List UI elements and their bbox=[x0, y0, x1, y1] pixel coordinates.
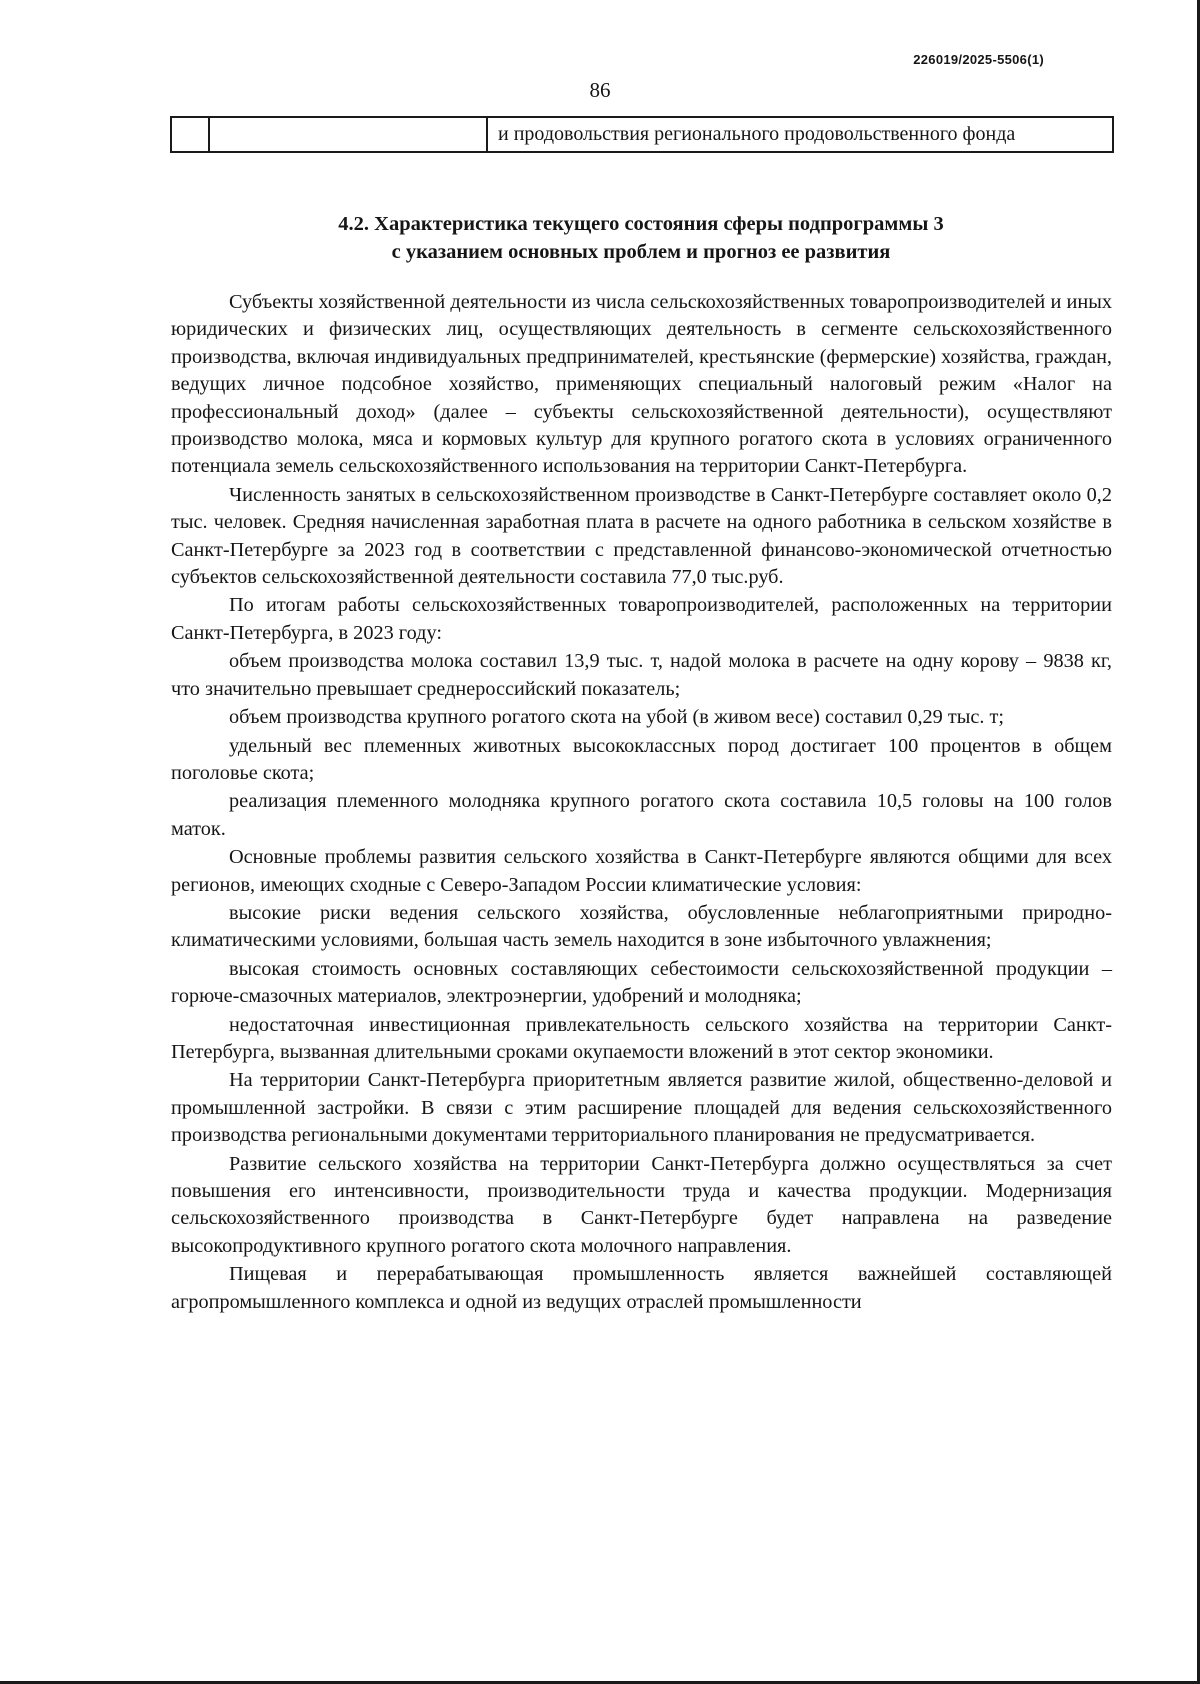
page-number: 86 bbox=[589, 78, 611, 102]
list-item: удельный вес племенных животных высококлассных пород достигает 100 процентов в общем поголовье скота; bbox=[171, 734, 1112, 784]
paragraph: Пищевая и перерабатывающая промышленность является важнейшей составляющей агропромышленного комплекса и одной из ведущих отраслей промышленности bbox=[171, 1263, 1112, 1313]
paragraph: Субъекты хозяйственной деятельности из числа сельскохозяйственных товаропроизводителей и иных юридических и физических лиц, осуществляющих деятельность в сегменте сельскохозяйственного производства, включая индивидуальных предпринимателей, крестьянские (фермерские) хозяйства, граждан, ведущих личное подсобное хозяйство, применяющих специальный налоговый режим «Налог на профессиональный доход» (далее – субъекты сельскохозяйственной деятельности), осуществляют производство молока, мяса и кормовых культур для крупного рогатого скота в условиях ограниченного потенциала земель сельскохозяйственного использования на территории Санкт-Петербурга. bbox=[171, 291, 1112, 478]
section-heading-line-1: 4.2. Характеристика текущего состояния сферы подпрограммы 3 bbox=[338, 213, 944, 235]
section-heading-line-2: с указанием основных проблем и прогноз ее развития bbox=[391, 241, 891, 263]
table-cell-text: и продовольствия регионального продовольственного фонда bbox=[487, 117, 1113, 152]
list-item: объем производства молока составил 13,9 тыс. т, надой молока в расчете на одну корову – 9838 кг, что значительно превышает среднероссийский показатель; bbox=[171, 650, 1112, 700]
paragraph: Развитие сельского хозяйства на территории Санкт-Петербурга должно осуществляться за счет повышения его интенсивности, производительности труда и качества продукции. Модернизация сельскохозяйственного производства в Санкт-Петербурге будет направлена на разведение высокопродуктивного крупного рогатого скота молочного направления. bbox=[171, 1152, 1112, 1257]
list-item: высокая стоимость основных составляющих себестоимости сельскохозяйственной продукции – горюче-смазочных материалов, электроэнергии, удобрений и молодняка; bbox=[171, 957, 1112, 1008]
paragraph: Численность занятых в сельскохозяйственном производстве в Санкт-Петербурге составляет около 0,2 тыс. человек. Средняя начисленная заработная плата в расчете на одного работника в сельском хозяйстве в Санкт-Петербурге за 2023 год в соответствии с представленной финансово-экономической отчетностью субъектов сельскохозяйственной деятельности составила 77,0 тыс.руб. bbox=[171, 483, 1112, 589]
document-id: 226019/2025-5506(1) bbox=[913, 52, 1044, 67]
continuation-table bbox=[170, 116, 1114, 153]
list-item: объем производства крупного рогатого скота на убой (в живом весе) составил 0,29 тыс. т; bbox=[229, 706, 1005, 729]
body-text bbox=[171, 289, 1112, 1317]
paragraph: На территории Санкт-Петербурга приоритетным является развитие жилой, общественно-деловой и промышленной застройки. В связи с этим расширение площадей для ведения сельскохозяйственного производства региональными документами территориального планирования не предусматривается. bbox=[171, 1069, 1112, 1147]
section-heading bbox=[170, 210, 1112, 266]
paragraph: По итогам работы сельскохозяйственных товаропроизводителей, расположенных на территории Санкт-Петербурга, в 2023 году: bbox=[171, 594, 1112, 644]
table-row bbox=[171, 117, 1113, 152]
table-cell-name bbox=[209, 117, 487, 152]
table-cell-number bbox=[171, 117, 209, 152]
list-item: высокие риски ведения сельского хозяйства, обусловленные неблагоприятными природно-климатическими условиями, большая часть земель находится в зоне избыточного увлажнения; bbox=[171, 901, 1112, 952]
list-item: недостаточная инвестиционная привлекательность сельского хозяйства на территории Санкт-Петербурга, вызванная длительными сроками окупаемости вложений в этот сектор экономики. bbox=[171, 1013, 1112, 1063]
list-item: реализация племенного молодняка крупного рогатого скота составила 10,5 головы на 100 голов маток. bbox=[171, 790, 1112, 840]
paragraph: Основные проблемы развития сельского хозяйства в Санкт-Петербурге являются общими для всех регионов, имеющих сходные с Северо-Западом России климатические условия: bbox=[171, 846, 1112, 896]
